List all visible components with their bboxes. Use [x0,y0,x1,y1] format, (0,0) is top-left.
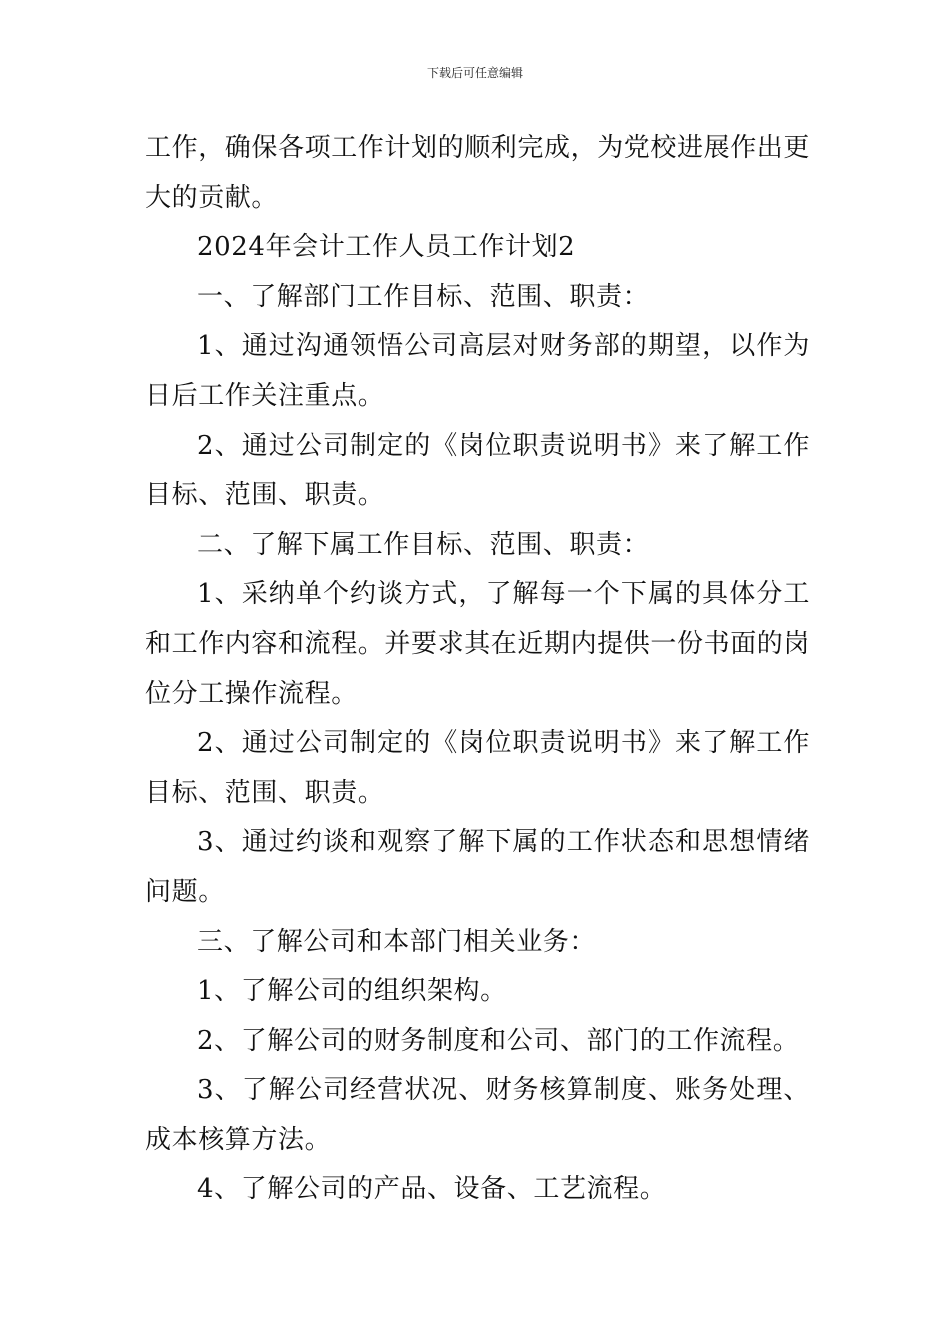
section-title: 2024年会计工作人员工作计划2 [197,232,576,263]
heading-one: 一、了解部门工作目标、范围、职责： [197,281,650,312]
list-item: 2、通过公司制定的《岗位职责说明书》来了解工作目标、范围、职责。 [145,430,810,511]
page-header [0,64,950,82]
header-note: 下载后可任意编辑 [426,66,523,80]
list-item: 2、通过公司制定的《岗位职责说明书》来了解工作目标、范围、职责。 [145,728,810,808]
list-item: 1、了解公司的组织架构。 [197,976,507,1007]
list-item: 1、采纳单个约谈方式，了解每一个下属的具体分工和工作内容和流程。并要求其在近期内提供一份书面的岗位分工操作流程。 [145,579,811,709]
heading-three: 三、了解公司和本部门相关业务： [197,926,597,957]
list-item: 2、了解公司的财务制度和公司、部门的工作流程。 [197,1025,800,1056]
list-item: 3、通过约谈和观察了解下属的工作状态和思想情绪问题。 [145,827,810,907]
heading-two: 二、了解下属工作目标、范围、职责： [197,529,650,560]
document-body [145,124,810,1215]
paragraph-continuation: 工作，确保各项工作计划的顺利完成，为党校进展作出更大的贡献。 [145,133,811,213]
list-item: 4、了解公司的产品、设备、工艺流程。 [197,1174,667,1205]
list-item: 1、通过沟通领悟公司高层对财务部的期望，以作为日后工作关注重点。 [145,331,810,411]
list-item: 3、了解公司经营状况、财务核算制度、账务处理、成本核算方法。 [145,1075,810,1155]
